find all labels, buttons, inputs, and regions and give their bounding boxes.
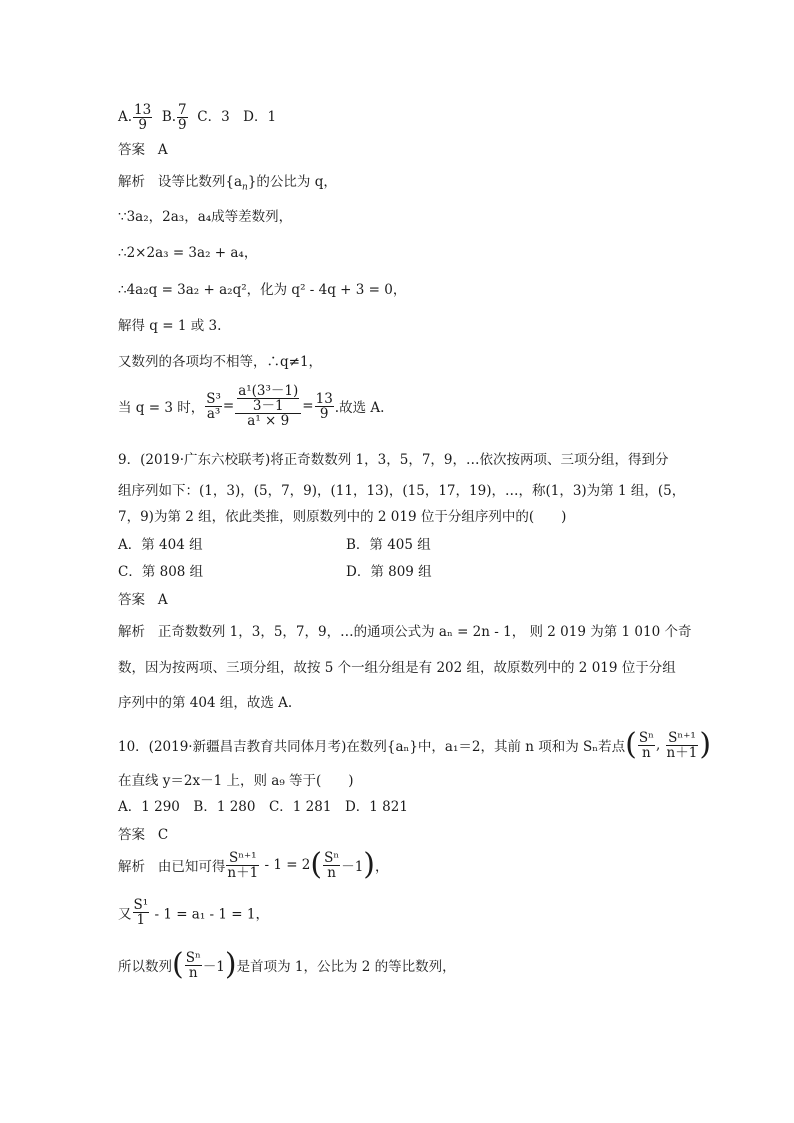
q9-answer: [118, 590, 168, 610]
analysis-label: 解析: [118, 174, 145, 190]
q8-option-cd: C．3 D．1: [197, 109, 277, 125]
q8-analysis-line-6: 又数列的各项均不相等，∴q≠1，: [118, 354, 323, 370]
answer-label: 答案: [118, 827, 145, 843]
point-y-fraction: $\frac{\text{Sⁿ⁺¹}}{n+1}$: [666, 729, 698, 761]
q8-option-b-fraction: $\frac{7}{9}$: [178, 102, 187, 133]
q8-analysis-line-3: ∴2×2a₃ = 3a₂ + a₄，: [118, 245, 258, 261]
answer-value: C: [157, 827, 169, 843]
q8-options: [118, 103, 276, 132]
answer-value: A: [157, 142, 168, 158]
q8-answer: [118, 140, 168, 160]
s1-over-1-fraction: $\frac{\text{S¹}}{1}$: [133, 897, 149, 928]
q9-option-a: A．第 404 组: [118, 537, 203, 553]
q9-option-d: D．第 809 组: [346, 564, 432, 580]
answer-label: 答案: [118, 142, 145, 158]
compound-fraction: $\frac{\frac{\text{a¹(3³－1)}}{3-1}}{\text{a¹ × 9}}$: [235, 384, 301, 428]
q10-answer: [118, 825, 168, 845]
q8-option-a-prefix: A.: [118, 109, 133, 125]
thirteen-ninths-fraction: $\frac{13}{9}$: [315, 390, 333, 422]
sn-over-n-sequence-fraction: $\frac{\text{Sⁿ}}{n}$: [185, 949, 201, 981]
q10-options: A．1 290 B．1 280 C．1 281 D．1 821: [118, 799, 408, 815]
q10-stem-line-2: 在直线 y＝2x－1 上，则 a₉ 等于( ): [118, 773, 354, 789]
s3-over-a3-fraction: $\frac{\text{S³}}{\text{a³}}$: [206, 390, 221, 422]
q9-stem-line-3: 7，9)为第 2 组，依此类推，则原数列中的 2 019 位于分组序列中的( ): [118, 509, 567, 525]
sn1-over-n1-fraction: $\frac{\text{Sⁿ⁺¹}}{n+1}$: [227, 849, 259, 881]
q9-stem-line-2: 组序列如下：(1，3)，(5，7，9)，(11，13)，(15，17，19)，…，称(1，3)为第 1 组，(5，: [118, 483, 686, 499]
q9-option-b: B．第 405 组: [346, 537, 431, 553]
q9-stem-line-1: 9．(2019·广东六校联考)将正奇数数列 1，3，5，7，9，…依次按两项、三项分组，得到分: [118, 452, 669, 468]
q8-analysis-line-7: 当 q = 3 时， $\frac{\text{S³}}{\text{a³}}$ = $\frac{\frac{\text{a¹(3³－1)}}{3-1}}{\text{a¹ × 9}}$ = $\frac{13}{9}$ .故选 A.: [118, 383, 385, 429]
q10-analysis-line-3: 所以数列( $\frac{\text{Sⁿ}}{n}$ －1)是首项为 1，公比为 2 的等比数列，: [118, 947, 456, 982]
q9-analysis-line-1: 解析 正奇数数列 1，3，5，7，9，…的通项公式为 aₙ = 2n - 1， 则 2 019 为第 1 010 个奇: [118, 624, 692, 640]
q10-stem-line-1: 10．(2019·新疆昌吉教育共同体月考)在数列{aₙ}中，a₁＝2，其前 n 项和为 Sₙ若点( $\frac{\text{Sⁿ}}{n}$ , $\frac{\text{Sⁿ⁺¹}}{n+1}$ ): [118, 727, 712, 762]
q9-analysis-line-3: 序列中的第 404 组，故选 A.: [118, 695, 293, 711]
analysis-label: 解析: [118, 859, 145, 875]
q8-analysis-line-5: 解得 q = 1 或 3.: [118, 318, 222, 334]
q9-option-c: C．第 808 组: [118, 564, 204, 580]
q8-analysis-line-4: ∴4a₂q = 3a₂ + a₂q²，化为 q² - 4q + 3 = 0，: [118, 282, 407, 298]
q10-analysis-line-2: 又 $\frac{\text{S¹}}{1}$ - 1 = a₁ - 1 = 1，: [118, 897, 269, 928]
q8-option-b-prefix: B.: [161, 109, 177, 125]
answer-label: 答案: [118, 592, 145, 608]
q9-analysis-line-2: 数，因为按两项、三项分组，故按 5 个一组分组是有 202 组，故原数列中的 2 019 位于分组: [118, 660, 676, 676]
point-x-fraction: $\frac{\text{Sⁿ}}{n}$: [638, 729, 654, 761]
answer-value: A: [157, 592, 168, 608]
q8-analysis-line-1: 解析 设等比数列$\{a_n\}$的公比为 q，: [118, 174, 337, 193]
q8-option-a-fraction: $\frac{13}{9}$: [134, 102, 152, 133]
sn-over-n-fraction: $\frac{\text{Sⁿ}}{n}$: [324, 849, 340, 881]
analysis-label: 解析: [118, 624, 145, 640]
q8-analysis-line-2: ∵3a₂，2a₃，a₄成等差数列，: [118, 209, 293, 225]
q10-analysis-line-1: 解析 由已知可得 $\frac{\text{Sⁿ⁺¹}}{n+1}$ - 1 = 2( $\frac{\text{Sⁿ}}{n}$ －1)，: [118, 847, 389, 882]
